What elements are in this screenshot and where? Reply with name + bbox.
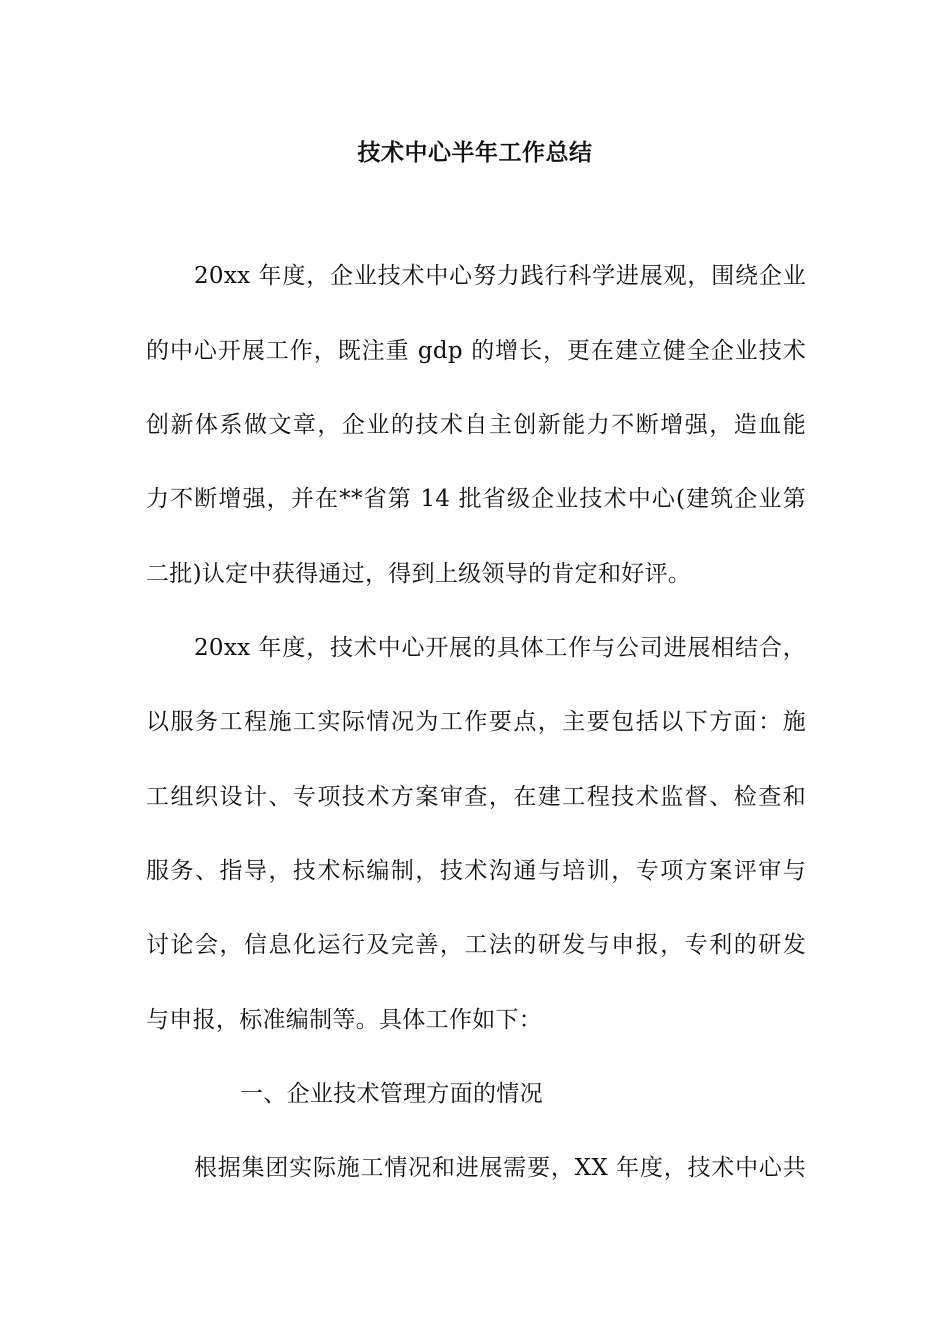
paragraph-1-line-3: 创新体系做文章，企业的技术自主创新能力不断增强，造血能 (146, 412, 806, 438)
paragraph-2-line-3: 工组织设计、专项技术方案审查，在建工程技术监督、检查和 (146, 784, 806, 810)
paragraph-2-line-2: 以服务工程施工实际情况为工作要点，主要包括以下方面：施 (146, 709, 806, 735)
paragraph-1-line-2: 的中心开展工作，既注重 gdp 的增长，更在建立健全企业技术 (146, 338, 806, 364)
paragraph-2-line-6: 与申报，标准编制等。具体工作如下： (146, 1007, 543, 1033)
paragraph-2-line-4: 服务、指导，技术标编制，技术沟通与培训，专项方案评审与 (146, 858, 806, 884)
paragraph-2-line-5: 讨论会，信息化运行及完善，工法的研发与申报，专利的研发 (146, 932, 806, 958)
paragraph-3-line-1: 根据集团实际施工情况和进展需要，XX 年度，技术中心共 (194, 1155, 806, 1181)
section-heading: 一、企业技术管理方面的情况 (240, 1081, 543, 1107)
document-title: 技术中心半年工作总结 (357, 140, 593, 166)
paragraph-1-line-5: 二批)认定中获得通过，得到上级领导的肯定和好评。 (146, 561, 692, 587)
paragraph-1-line-1: 20xx 年度，企业技术中心努力践行科学进展观，围绕企业 (194, 263, 806, 289)
paragraph-2-line-1: 20xx 年度，技术中心开展的具体工作与公司进展相结合， (194, 635, 806, 661)
paragraph-1-line-4: 力不断增强，并在**省第 14 批省级企业技术中心(建筑企业第 (146, 486, 806, 512)
